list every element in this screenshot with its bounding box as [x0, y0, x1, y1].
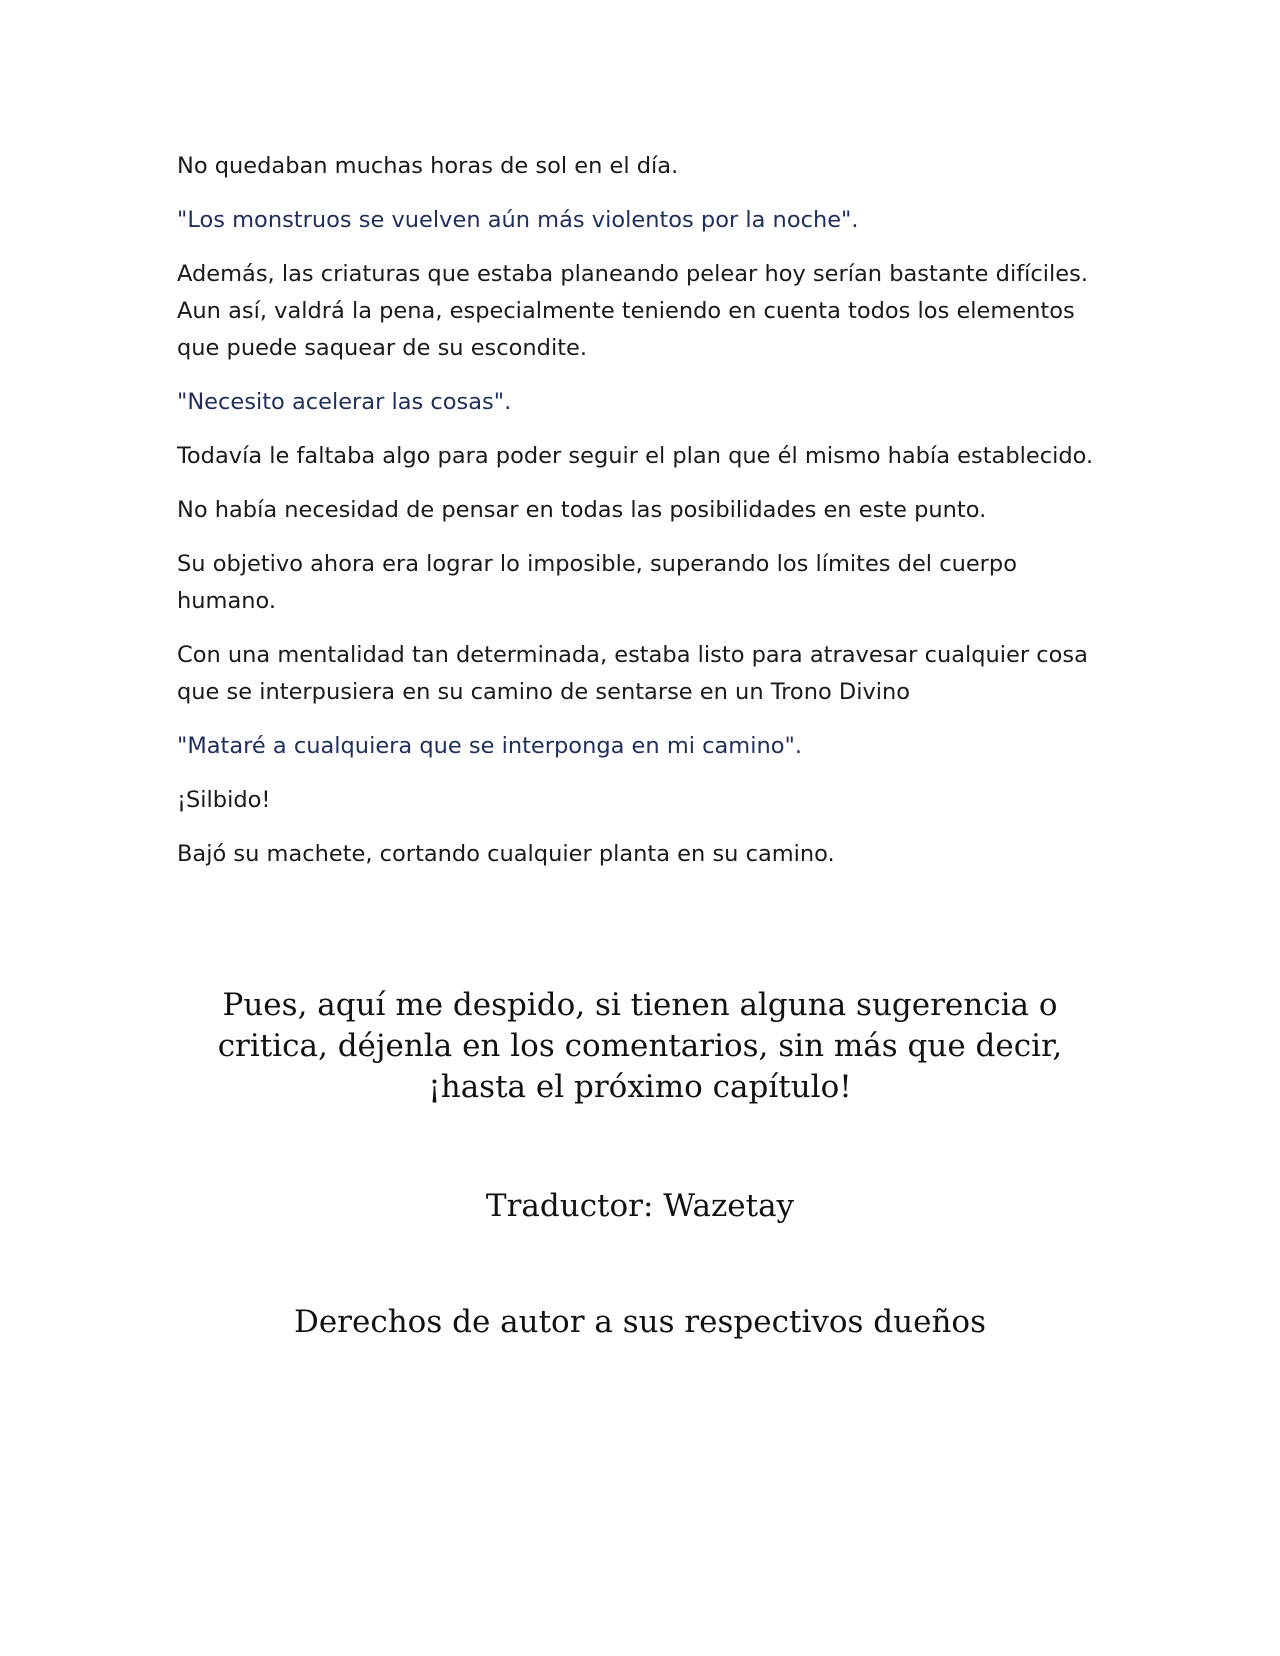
paragraph: ¡Silbido!: [177, 787, 271, 813]
farewell-note: Pues, aquí me despido, si tienen alguna sugerencia o critica, déjenla en los comentarios, sin más que decir, ¡hasta el próximo capítulo!: [217, 987, 1063, 1105]
paragraph: Bajó su machete, cortando cualquier planta en su camino.: [177, 841, 835, 867]
paragraph: No quedaban muchas horas de sol en el día.: [177, 153, 679, 179]
copyright-notice: Derechos de autor a sus respectivos dueños: [293, 1304, 986, 1340]
paragraph: Su objetivo ahora era lograr lo imposible, superando los límites del cuerpo humano.: [177, 551, 1017, 614]
story-body: [177, 148, 1117, 890]
paragraph: Todavía le faltaba algo para poder seguir el plan que él mismo había establecido.: [177, 443, 1094, 469]
dialogue-paragraph: "Mataré a cualquiera que se interponga en mi camino".: [177, 733, 802, 759]
paragraph: Además, las criaturas que estaba planeando pelear hoy serían bastante difíciles. Aun así, valdrá la pena, especialmente teniendo en cuenta todos los elementos que puede saquear de su escondite.: [177, 261, 1088, 361]
paragraph: Con una mentalidad tan determinada, estaba listo para atravesar cualquier cosa que se interpusiera en su camino de sentarse en un Trono Divino: [177, 642, 1088, 705]
dialogue-paragraph: "Necesito acelerar las cosas".: [177, 389, 512, 415]
translator-credit: Traductor: Wazetay: [485, 1188, 795, 1224]
paragraph: No había necesidad de pensar en todas las posibilidades en este punto.: [177, 497, 987, 523]
dialogue-paragraph: "Los monstruos se vuelven aún más violentos por la noche".: [177, 207, 859, 233]
